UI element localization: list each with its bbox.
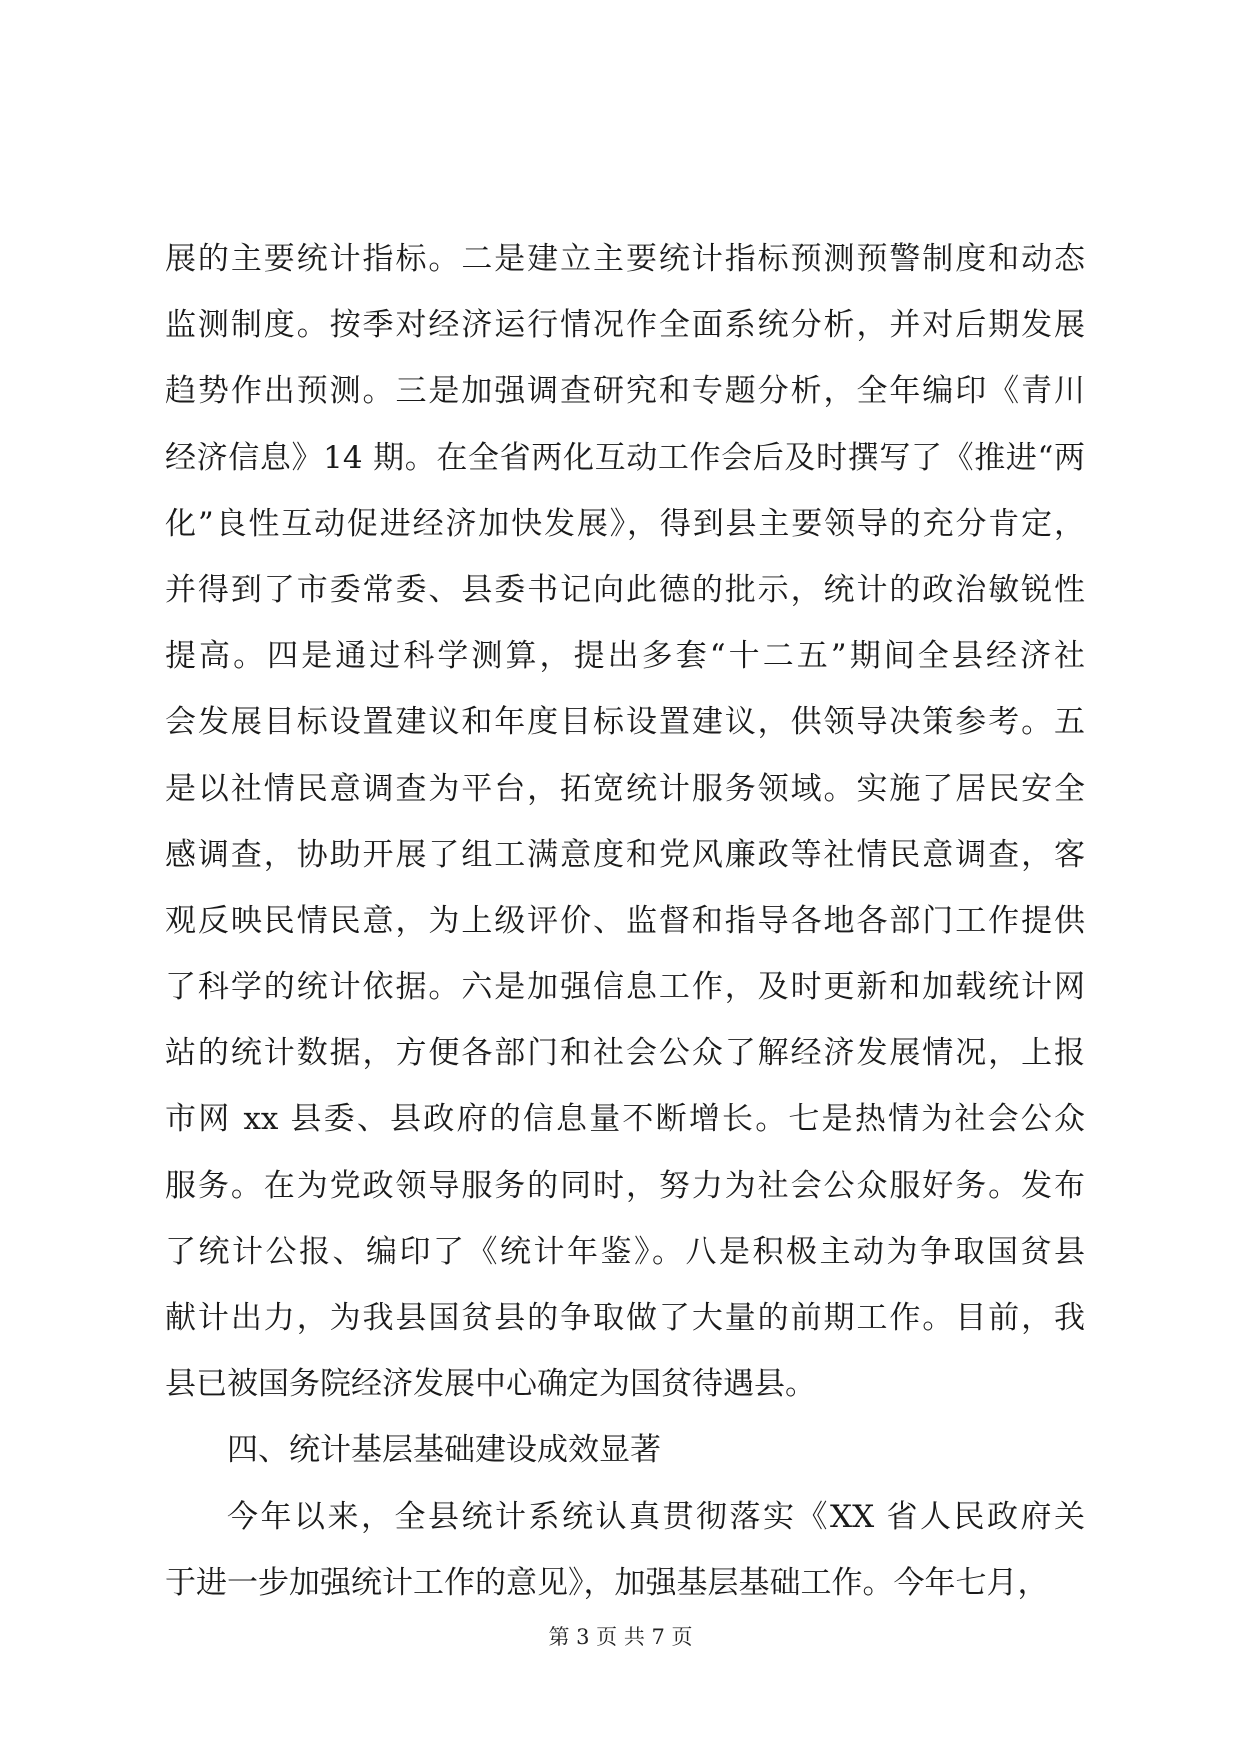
document-body <box>165 226 1085 1616</box>
paragraph-line: 提高。四是通过科学测算，提出多套“十二五”期间全县经济社 <box>165 638 1085 675</box>
page-footer: 第 3 页 共 7 页 <box>548 1625 693 1649</box>
paragraph-line: 站的统计数据，方便各部门和社会公众了解经济发展情况，上报 <box>165 1035 1085 1072</box>
paragraph-line: 展的主要统计指标。二是建立主要统计指标预测预警制度和动态 <box>165 241 1085 277</box>
paragraph-line: 县已被国务院经济发展中心确定为国贫待遇县。 <box>165 1366 816 1403</box>
paragraph-line: 经济信息》14 期。在全省两化互动工作会后及时撰写了《推进“两 <box>165 439 1085 476</box>
paragraph-line: 市网 xx 县委、县政府的信息量不断增长。七是热情为社会公众 <box>165 1101 1085 1138</box>
paragraph-line: 了统计公报、编印了《统计年鉴》。八是积极主动为争取国贫县 <box>165 1233 1085 1270</box>
section-heading: 四、统计基层基础建设成效显著 <box>227 1432 661 1469</box>
paragraph-line: 是以社情民意调查为平台，拓宽统计服务领域。实施了居民安全 <box>165 770 1085 807</box>
paragraph-line: 并得到了市委常委、县委书记向此德的批示，统计的政治敏锐性 <box>165 571 1085 608</box>
paragraph-line: 献计出力，为我县国贫县的争取做了大量的前期工作。目前，我 <box>165 1300 1085 1336</box>
paragraph-line: 会发展目标设置建议和年度目标设置建议，供领导决策参考。五 <box>165 704 1085 741</box>
paragraph-line: 观反映民情民意，为上级评价、监督和指导各地各部门工作提供 <box>165 902 1085 939</box>
paragraph-line: 服务。在为党政领导服务的同时，努力为社会公众服好务。发布 <box>165 1167 1085 1204</box>
paragraph-line: 监测制度。按季对经济运行情况作全面系统分析，并对后期发展 <box>165 307 1085 344</box>
paragraph-line: 今年以来，全县统计系统认真贯彻落实《XX 省人民政府关 <box>227 1498 1085 1535</box>
paragraph-line: 于进一步加强统计工作的意见》，加强基层基础工作。今年七月， <box>165 1564 1049 1601</box>
paragraph-line: 趋势作出预测。三是加强调查研究和专题分析，全年编印《青川 <box>165 373 1085 410</box>
paragraph-line: 了科学的统计依据。六是加强信息工作，及时更新和加载统计网 <box>165 969 1085 1006</box>
paragraph-line: 化”良性互动促进经济加快发展》，得到县主要领导的充分肯定， <box>165 505 1085 542</box>
paragraph-line: 感调查，协助开展了组工满意度和党风廉政等社情民意调查，客 <box>165 836 1085 873</box>
